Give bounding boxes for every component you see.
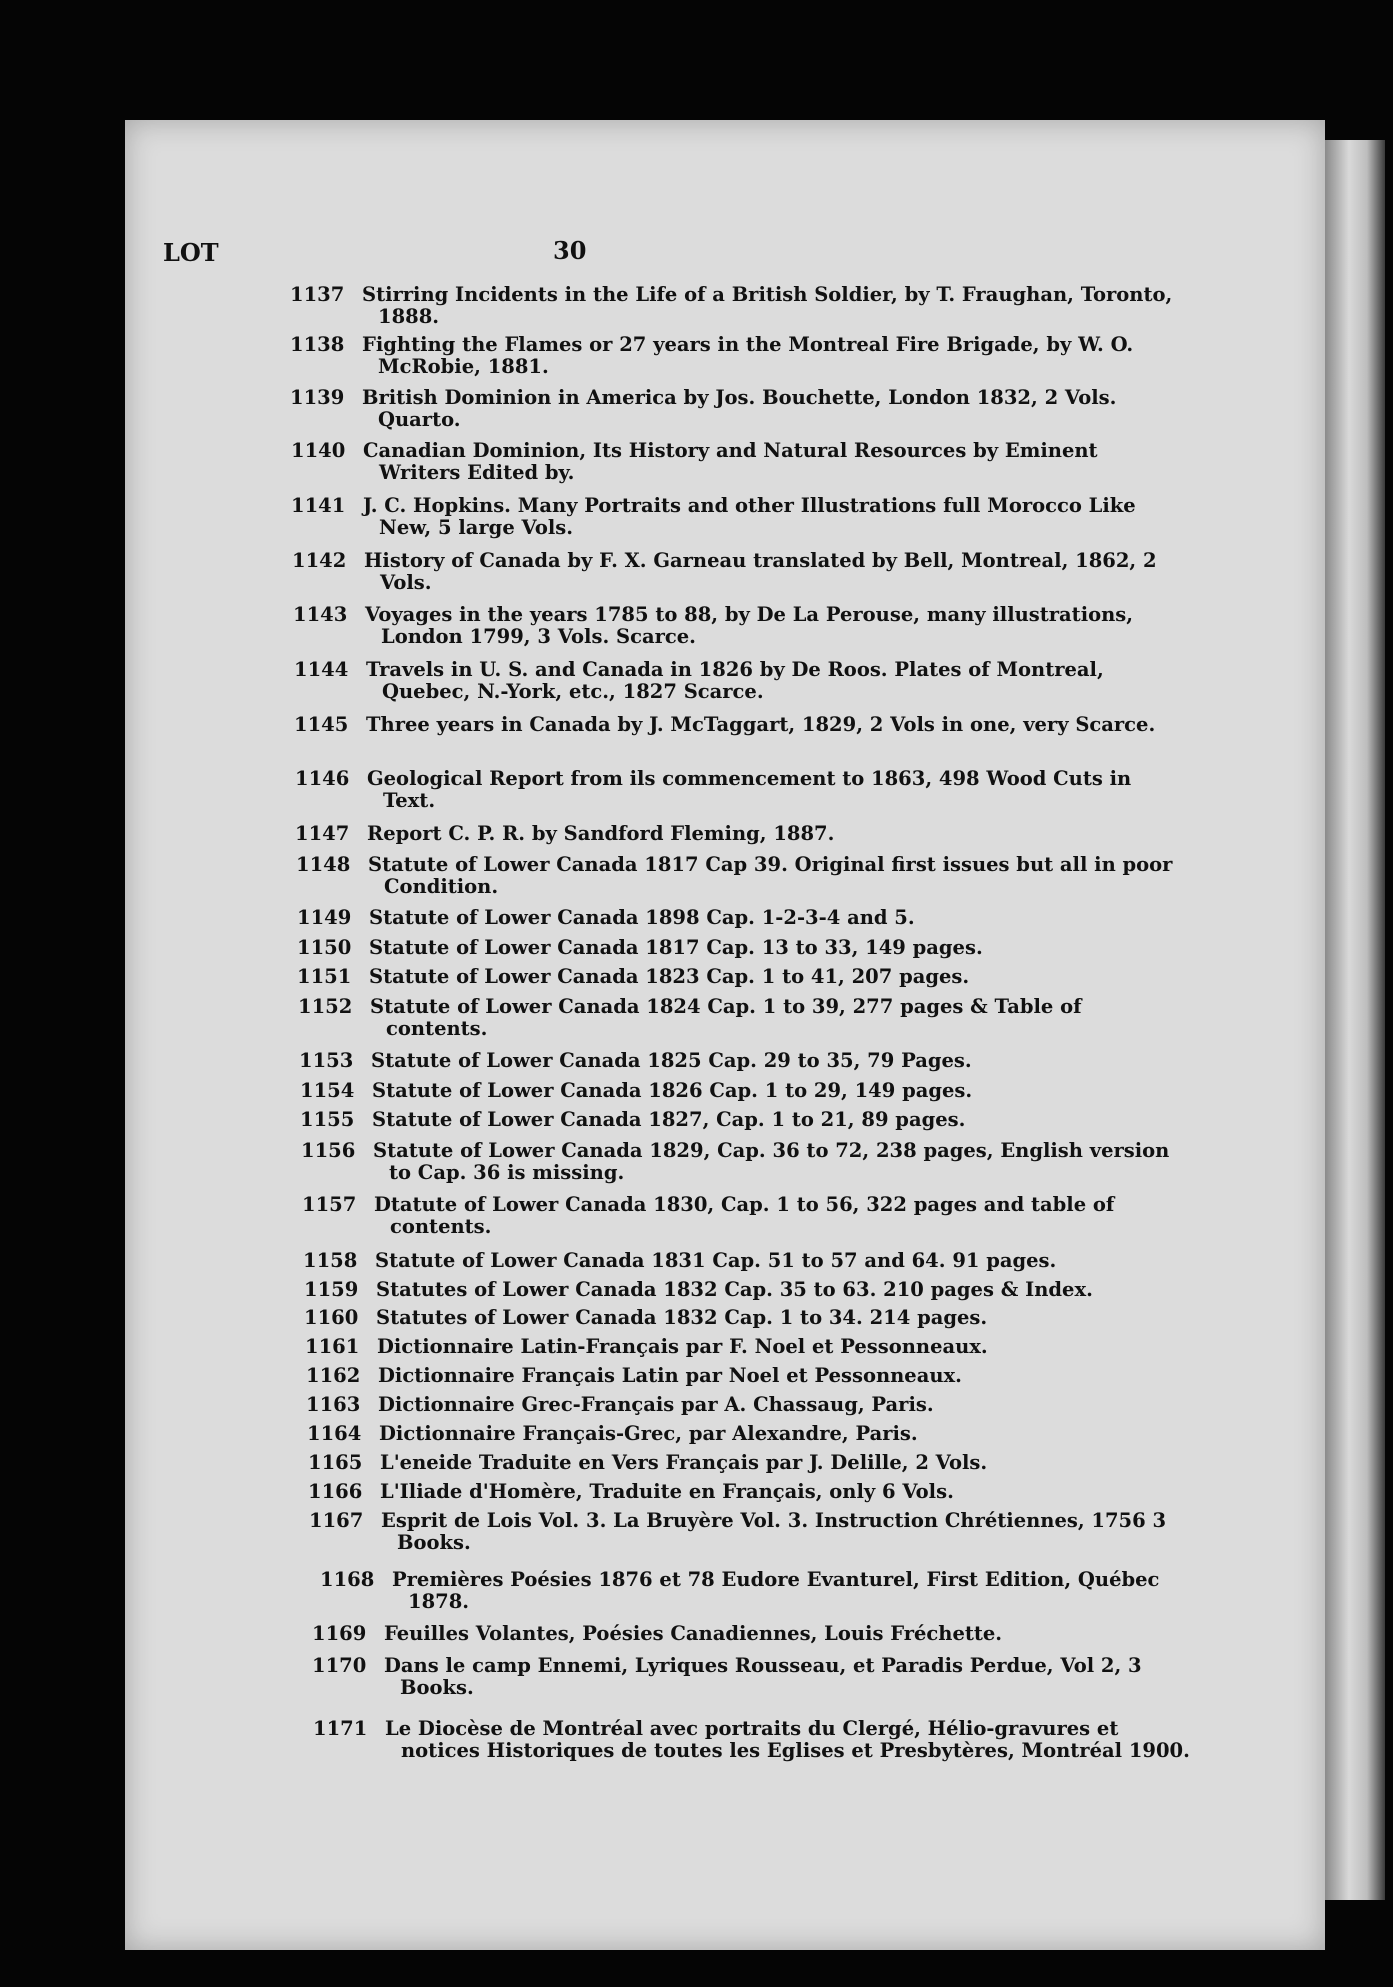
lot-number: 1149 [297, 906, 352, 929]
lot-description: Statute of Lower Canada 1831 Cap. 51 to 57 and 64. 91 pages. [375, 1249, 1057, 1272]
page-number: 30 [553, 236, 587, 265]
lot-description: Dtatute of Lower Canada 1830, Cap. 1 to 56, 322 pages and table of contents. [374, 1193, 1115, 1238]
lot-description: Statute of Lower Canada 1817 Cap. 13 to 33, 149 pages. [369, 936, 983, 959]
lot-number: 1152 [298, 995, 353, 1018]
lot-description: British Dominion in America by Jos. Bouchette, London 1832, 2 Vols. Quarto. [362, 386, 1117, 431]
lot-column-heading: LOT [163, 238, 219, 267]
lot-number: 1138 [290, 333, 345, 356]
lot-number: 1166 [308, 1480, 363, 1503]
lot-number: 1163 [306, 1393, 361, 1416]
lot-description: Statute of Lower Canada 1823 Cap. 1 to 41, 207 pages. [369, 965, 970, 988]
lot-number: 1137 [290, 283, 345, 306]
lot-number: 1161 [305, 1335, 360, 1358]
lot-number: 1167 [309, 1509, 364, 1532]
lot-description: Voyages in the years 1785 to 88, by De La Perouse, many illustrations, London 1799, 3 Vols. Scarce. [365, 603, 1134, 648]
lot-description: Dictionnaire Latin-Français par F. Noel et Pessonneaux. [377, 1335, 988, 1358]
lot-number: 1158 [303, 1249, 358, 1272]
lot-number: 1156 [301, 1139, 356, 1162]
lot-number: 1162 [306, 1364, 361, 1387]
lot-description: Esprit de Lois Vol. 3. La Bruyère Vol. 3. Instruction Chrétiennes, 1756 3 Books. [381, 1509, 1167, 1554]
lot-description: Feuilles Volantes, Poésies Canadiennes, Louis Fréchette. [384, 1622, 1003, 1645]
lot-description: J. C. Hopkins. Many Portraits and other Illustrations full Morocco Like New, 5 large Vols. [363, 494, 1136, 539]
lot-description: L'Iliade d'Homère, Traduite en Français, only 6 Vols. [380, 1480, 954, 1503]
lot-description: Dans le camp Ennemi, Lyriques Rousseau, et Paradis Perdue, Vol 2, 3 Books. [384, 1654, 1142, 1699]
lot-description: Statute of Lower Canada 1826 Cap. 1 to 29, 149 pages. [372, 1079, 973, 1102]
lot-description: Canadian Dominion, Its History and Natural Resources by Eminent Writers Edited by. [363, 439, 1098, 484]
lot-description: Statute of Lower Canada 1824 Cap. 1 to 39, 277 pages & Table of contents. [370, 995, 1082, 1040]
lot-number: 1170 [312, 1654, 367, 1677]
lot-description: L'eneide Traduite en Vers Français par J. Delille, 2 Vols. [380, 1451, 988, 1474]
lot-number: 1142 [292, 549, 347, 572]
lot-number: 1159 [304, 1278, 359, 1301]
lot-description: Statute of Lower Canada 1827, Cap. 1 to 21, 89 pages. [372, 1108, 966, 1131]
lot-description: Fighting the Flames or 27 years in the Montreal Fire Brigade, by W. O. McRobie, 1881. [362, 333, 1134, 378]
lot-description: Statutes of Lower Canada 1832 Cap. 35 to 63. 210 pages & Index. [376, 1278, 1093, 1301]
lot-number: 1146 [295, 767, 350, 790]
lot-description: Stirring Incidents in the Life of a British Soldier, by T. Fraughan, Toronto, 1888. [362, 283, 1173, 328]
lot-description: Report C. P. R. by Sandford Fleming, 1887. [367, 822, 835, 845]
lot-number: 1148 [296, 853, 351, 876]
lot-description: Statute of Lower Canada 1825 Cap. 29 to 35, 79 Pages. [371, 1049, 972, 1072]
lot-number: 1157 [302, 1193, 357, 1216]
lot-description: Dictionnaire Français Latin par Noel et Pessonneaux. [378, 1364, 962, 1387]
lot-number: 1145 [294, 713, 349, 736]
lot-description: Premières Poésies 1876 et 78 Eudore Evanturel, First Edition, Québec 1878. [392, 1568, 1160, 1613]
lot-description: Dictionnaire Français-Grec, par Alexandre, Paris. [379, 1422, 918, 1445]
lot-description: Dictionnaire Grec-Français par A. Chassaug, Paris. [378, 1393, 934, 1416]
lot-number: 1150 [297, 936, 352, 959]
lot-description: Statute of Lower Canada 1829, Cap. 36 to 72, 238 pages, English version to Cap. 36 is missing. [373, 1139, 1170, 1184]
lot-number: 1168 [320, 1568, 375, 1591]
lot-number: 1164 [307, 1422, 362, 1445]
lot-number: 1169 [312, 1622, 367, 1645]
lot-number: 1140 [291, 439, 346, 462]
lot-number: 1153 [299, 1049, 354, 1072]
lot-description: History of Canada by F. X. Garneau translated by Bell, Montreal, 1862, 2 Vols. [364, 549, 1157, 594]
lot-number: 1154 [300, 1079, 355, 1102]
lot-number: 1160 [304, 1306, 359, 1329]
lot-number: 1144 [294, 658, 349, 681]
lot-number: 1165 [308, 1451, 363, 1474]
lot-description: Statute of Lower Canada 1817 Cap 39. Original first issues but all in poor Condition. [368, 853, 1173, 898]
lot-description: Three years in Canada by J. McTaggart, 1829, 2 Vols in one, very Scarce. [366, 713, 1156, 736]
lot-description: Travels in U. S. and Canada in 1826 by De Roos. Plates of Montreal, Quebec, N.-York, etc., 1827 Scarce. [366, 658, 1104, 703]
lot-description: Statutes of Lower Canada 1832 Cap. 1 to 34. 214 pages. [376, 1306, 988, 1329]
lot-number: 1151 [297, 965, 352, 988]
lot-number: 1141 [291, 494, 346, 517]
lot-description: Le Diocèse de Montréal avec portraits du Clergé, Hélio-gravures et notices Historiques de toutes les Eglises et Presbytères, Montréal 1900. [385, 1717, 1190, 1762]
lot-number: 1139 [290, 386, 345, 409]
lot-number: 1155 [300, 1108, 355, 1131]
lot-number: 1171 [313, 1717, 368, 1740]
lot-number: 1147 [295, 822, 350, 845]
lot-description: Statute of Lower Canada 1898 Cap. 1-2-3-4 and 5. [369, 906, 915, 929]
lot-number: 1143 [293, 603, 348, 626]
lot-description: Geological Report from ils commencement to 1863, 498 Wood Cuts in Text. [367, 767, 1132, 812]
